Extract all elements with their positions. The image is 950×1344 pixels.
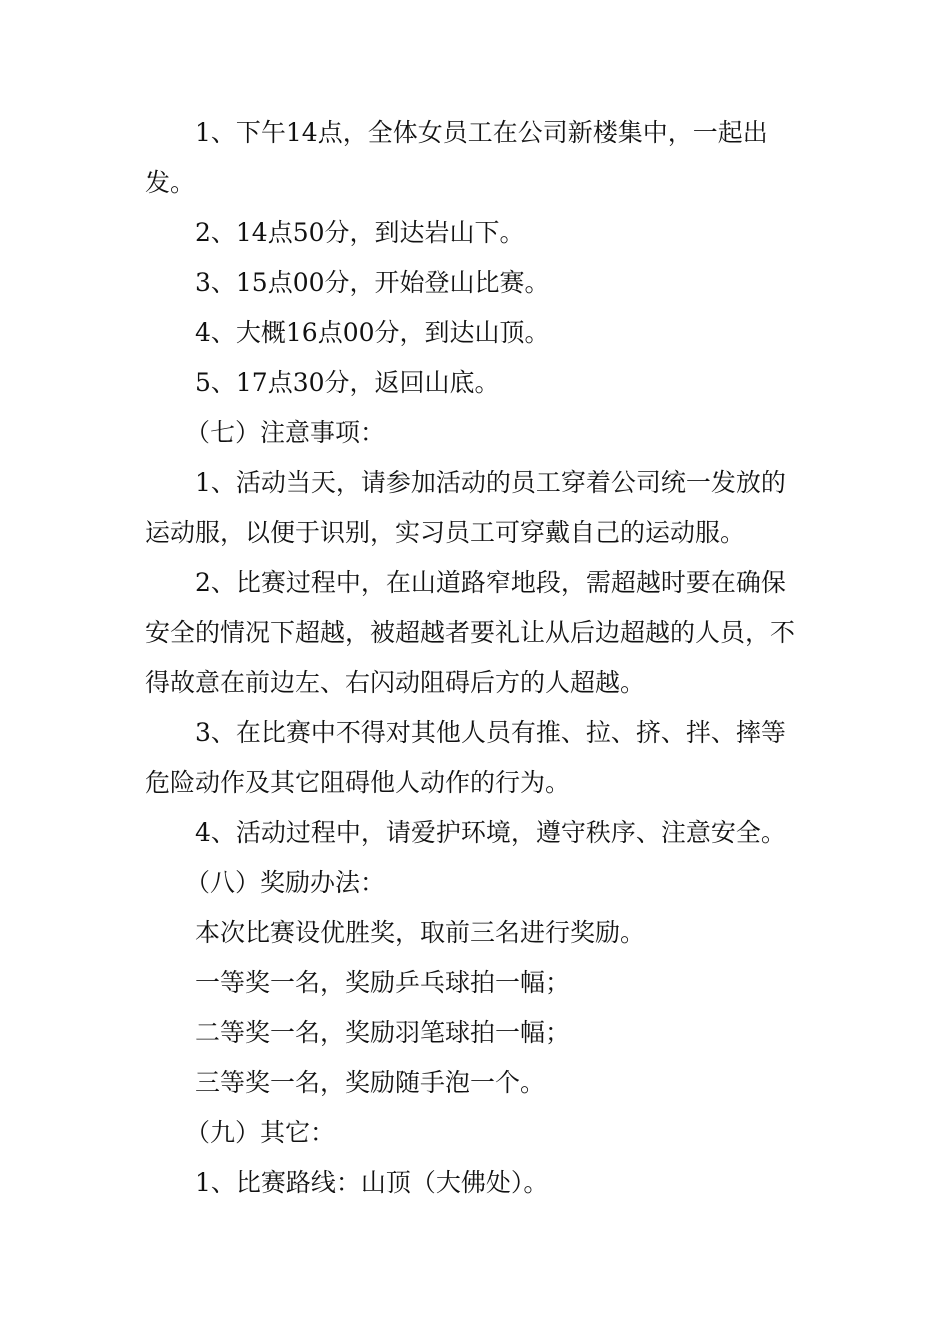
- notes-item-2: 2、比赛过程中，在山道路窄地段，需超越时要在确保安全的情况下超越，被超越者要礼让从后边超越的人员，不得故意在前边左、右闪动阻碍后方的人超越。: [145, 568, 796, 697]
- schedule-item-5: 5、17点30分，返回山底。: [195, 368, 500, 397]
- notes-item-3: 3、在比赛中不得对其他人员有推、拉、挤、拌、摔等危险动作及其它阻碍他人动作的行为。: [145, 718, 786, 797]
- notes-item-4: 4、活动过程中，请爱护环境，遵守秩序、注意安全。: [195, 818, 786, 847]
- section-heading-awards: （八）奖励办法：: [185, 868, 386, 897]
- schedule-item-4: 4、大概16点00分，到达山顶。: [195, 318, 550, 347]
- notes-item-1: 1、活动当天，请参加活动的员工穿着公司统一发放的运动服，以便于识别，实习员工可穿戴自己的运动服。: [145, 468, 786, 547]
- schedule-item-2: 2、14点50分，到达岩山下。: [195, 218, 525, 247]
- award-third-prize: 三等奖一名，奖励随手泡一个。: [195, 1068, 546, 1097]
- schedule-item-1: 1、下午14点，全体女员工在公司新楼集中，一起出发。: [145, 118, 768, 197]
- awards-intro: 本次比赛设优胜奖，取前三名进行奖励。: [195, 918, 646, 947]
- award-first-prize: 一等奖一名，奖励乒乓球拍一幅；: [195, 968, 571, 997]
- section-heading-other: （九）其它：: [185, 1118, 336, 1147]
- award-second-prize: 二等奖一名，奖励羽笔球拍一幅；: [195, 1018, 571, 1047]
- other-item-1: 1、比赛路线：山顶（大佛处）。: [195, 1168, 549, 1197]
- schedule-item-3: 3、15点00分，开始登山比赛。: [195, 268, 550, 297]
- section-heading-notes: （七）注意事项：: [185, 418, 386, 447]
- document-body: [145, 108, 805, 1208]
